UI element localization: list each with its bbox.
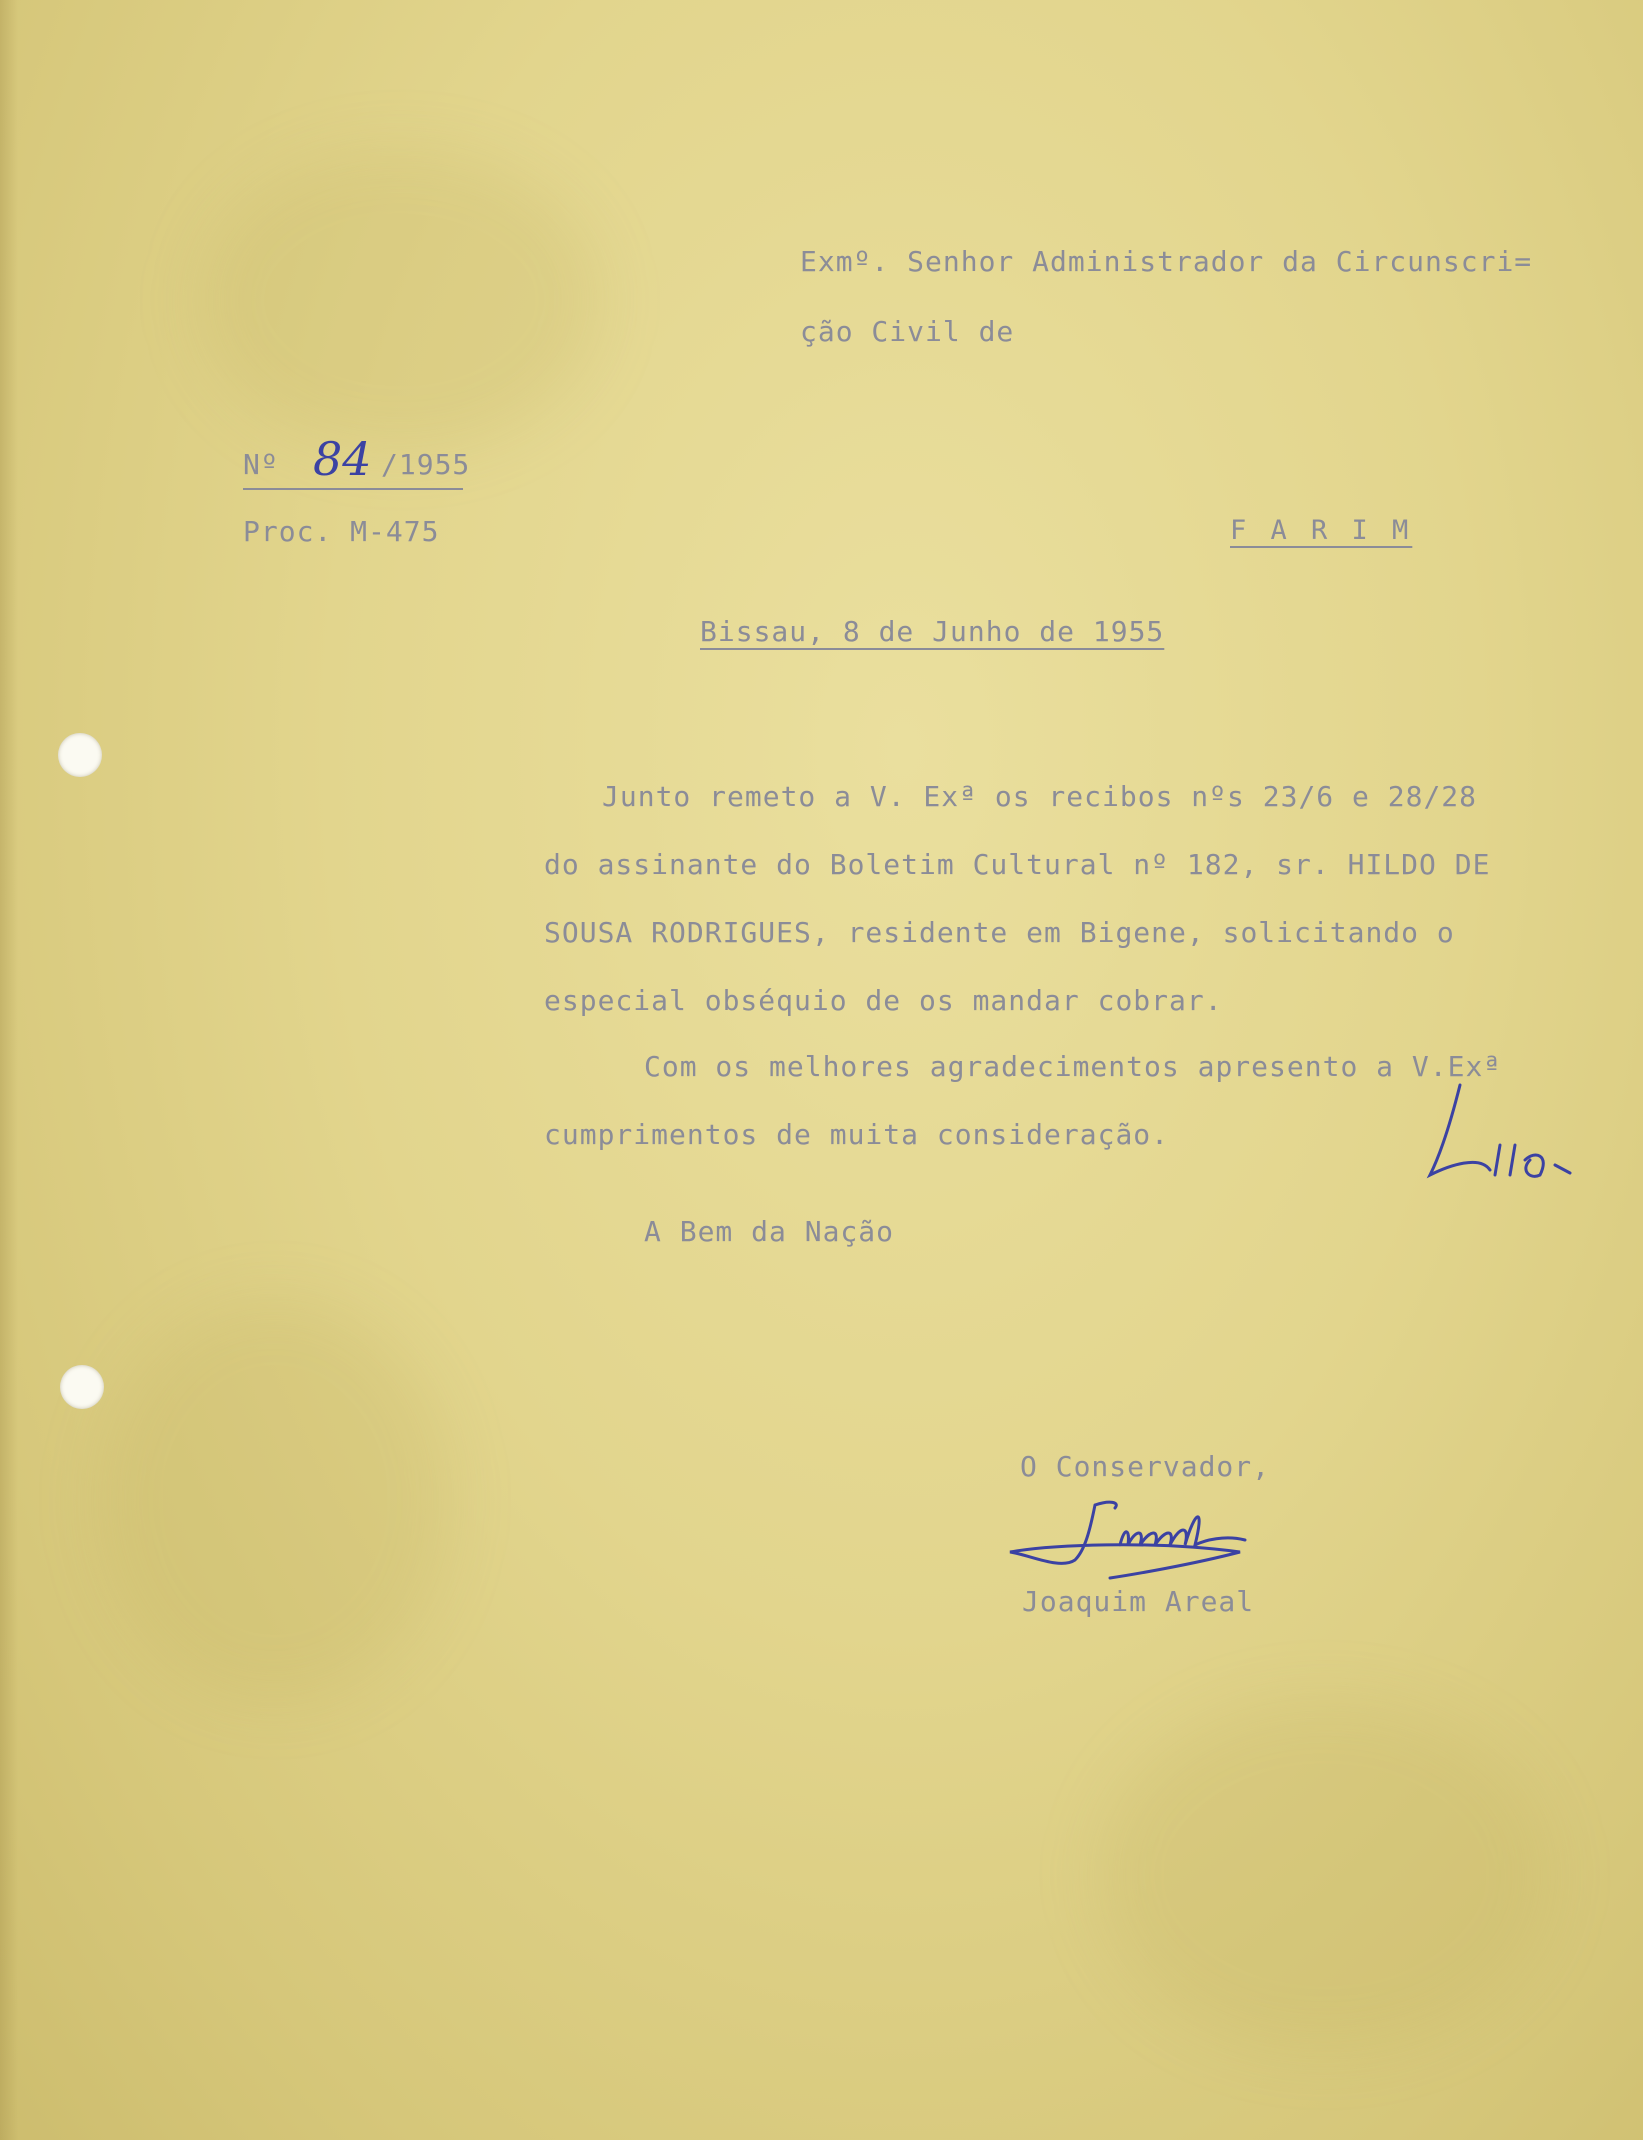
punch-hole-top: [58, 733, 102, 777]
paper-stain: [200, 150, 600, 450]
signer-name: Joaquim Areal: [1022, 1585, 1255, 1618]
ref-number-handwritten: 84: [313, 432, 372, 486]
body-line: SOUSA RODRIGUES, residente em Bigene, solicitando o: [544, 916, 1455, 949]
addressee-line-1: Exmº. Senhor Administrador da Circunscri=: [800, 245, 1533, 278]
punch-hole-bottom: [60, 1365, 104, 1409]
paper-stain: [100, 1300, 450, 1700]
body-line: cumprimentos de muita consideração.: [544, 1118, 1170, 1151]
addressee-line-2: ção Civil de: [800, 315, 1015, 348]
body-line: especial obséquio de os mandar cobrar.: [544, 984, 1223, 1017]
signature: [990, 1490, 1310, 1600]
ref-number-year: /1955: [381, 448, 471, 481]
proc-number: Proc. M-475: [243, 515, 440, 548]
place-date: Bissau, 8 de Junho de 1955: [700, 615, 1165, 648]
destination: F A R I M: [1230, 515, 1413, 546]
closing: A Bem da Nação: [644, 1215, 895, 1248]
body-line: Com os melhores agradecimentos apresento a V.Exª: [644, 1050, 1502, 1083]
signer-title: O Conservador,: [1020, 1450, 1271, 1483]
ref-number-prefix: Nº: [243, 448, 279, 481]
ref-number: [243, 432, 471, 490]
body-line: Junto remeto a V. Exª os recibos nºs 23/6 e 28/28: [602, 780, 1478, 813]
body-line: do assinante do Boletim Cultural nº 182, sr. HILDO DE: [544, 848, 1491, 881]
paper-edge-shadow: [0, 0, 18, 2140]
paper-stain: [1100, 1700, 1550, 2050]
handwritten-initials: [1420, 1075, 1620, 1195]
